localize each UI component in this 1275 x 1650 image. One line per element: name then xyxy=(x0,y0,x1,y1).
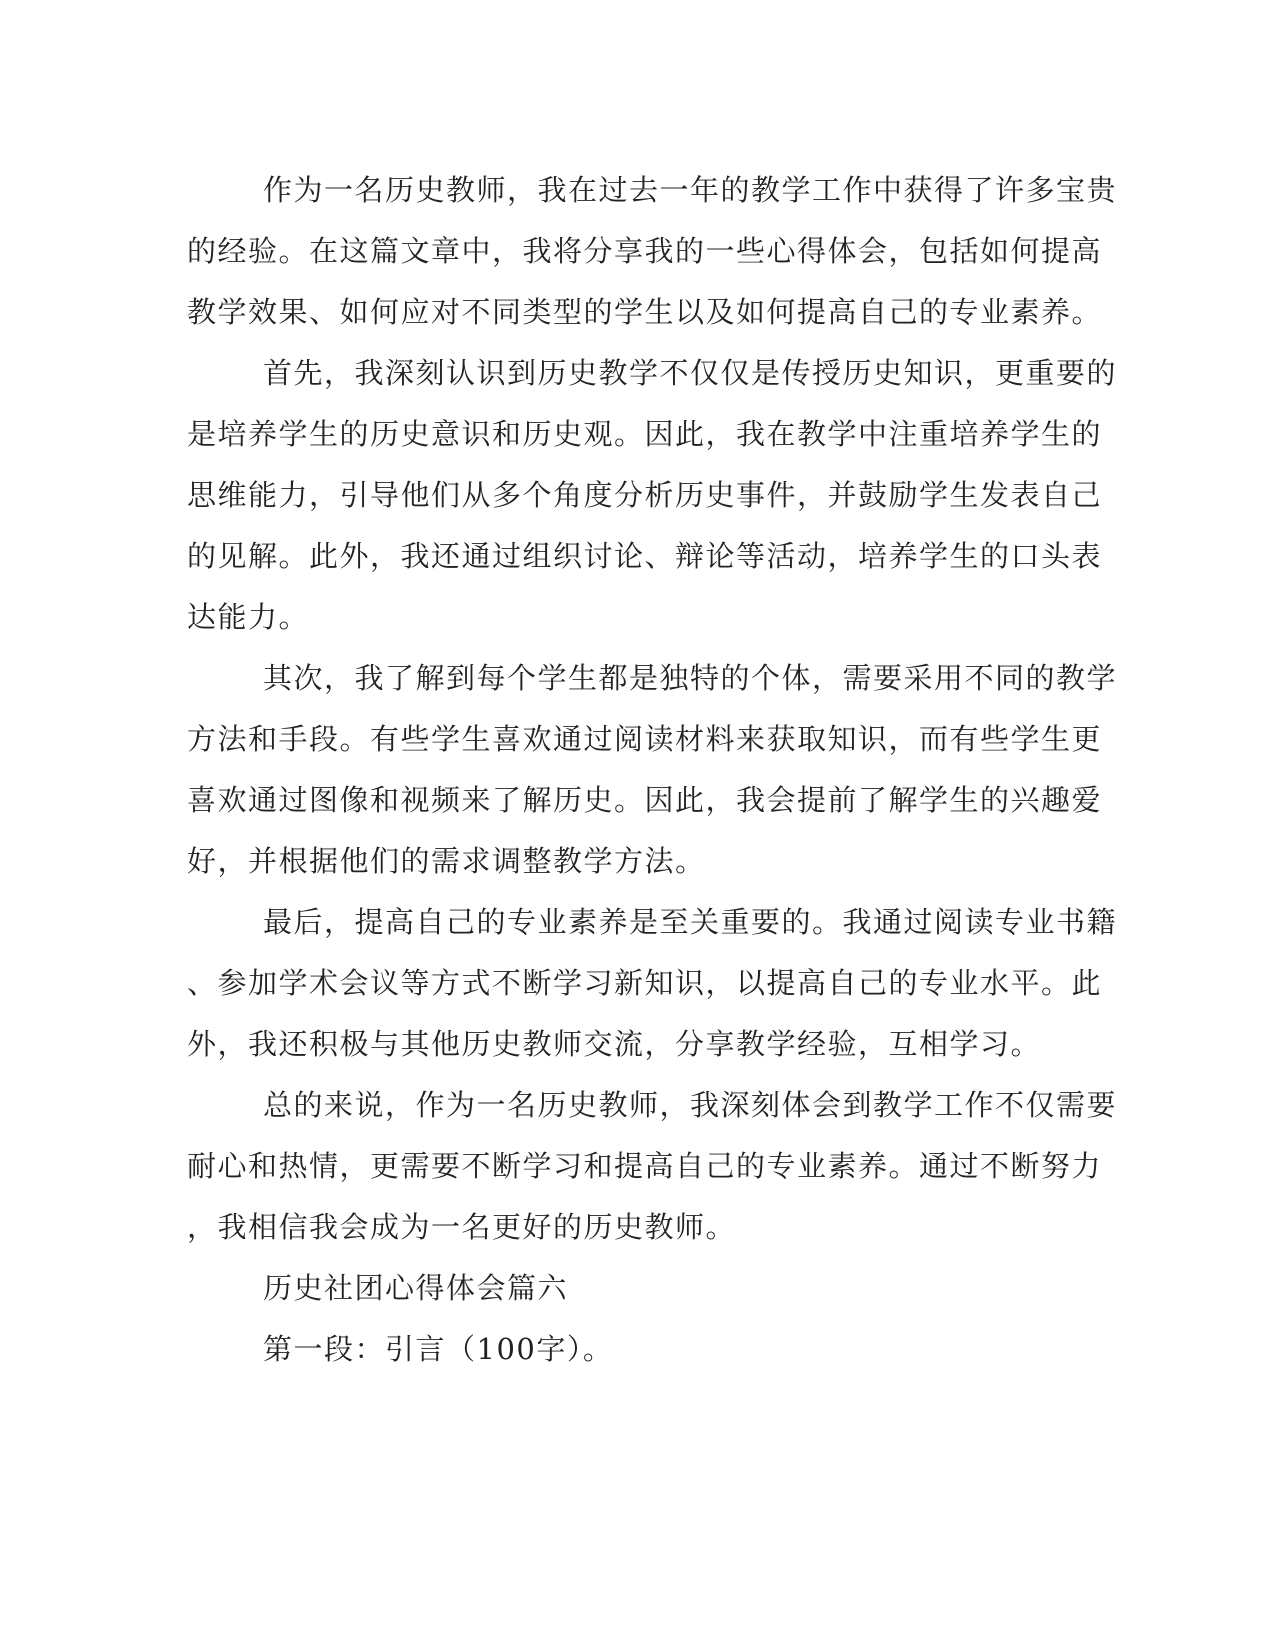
section-heading: 历史社团心得体会篇六 xyxy=(263,1271,569,1305)
text-line: 耐心和热情，更需要不断学习和提高自己的专业素养。通过不断努力 xyxy=(187,1149,1103,1183)
text-line: 的见解。此外，我还通过组织讨论、辩论等活动，培养学生的口头表 xyxy=(187,539,1103,573)
text-line: 、参加学术会议等方式不断学习新知识，以提高自己的专业水平。此 xyxy=(187,966,1103,1000)
text-line: 喜欢通过图像和视频来了解历史。因此，我会提前了解学生的兴趣爱 xyxy=(187,783,1103,817)
text-line: 外，我还积极与其他历史教师交流，分享教学经验，互相学习。 xyxy=(187,1027,1042,1061)
subsection-heading: 第一段：引言（100字）。 xyxy=(263,1332,614,1366)
text-line: 达能力。 xyxy=(187,600,310,634)
text-line: 的经验。在这篇文章中，我将分享我的一些心得体会，包括如何提高 xyxy=(187,234,1103,268)
text-line: 是培养学生的历史意识和历史观。因此，我在教学中注重培养学生的 xyxy=(187,417,1103,451)
document-body xyxy=(187,160,1118,1380)
text-line: 作为一名历史教师，我在过去一年的教学工作中获得了许多宝贵 xyxy=(263,173,1118,207)
text-line: 教学效果、如何应对不同类型的学生以及如何提高自己的专业素养。 xyxy=(187,295,1103,329)
text-line: 总的来说，作为一名历史教师，我深刻体会到教学工作不仅需要 xyxy=(263,1088,1118,1122)
text-line: 方法和手段。有些学生喜欢通过阅读材料来获取知识，而有些学生更 xyxy=(187,722,1103,756)
text-line: 最后，提高自己的专业素养是至关重要的。我通过阅读专业书籍 xyxy=(263,905,1118,939)
text-line: 其次，我了解到每个学生都是独特的个体，需要采用不同的教学 xyxy=(263,661,1118,695)
text-line: 思维能力，引导他们从多个角度分析历史事件，并鼓励学生发表自己 xyxy=(187,478,1103,512)
text-line: 首先，我深刻认识到历史教学不仅仅是传授历史知识，更重要的 xyxy=(263,356,1118,390)
text-line: ，我相信我会成为一名更好的历史教师。 xyxy=(187,1210,737,1244)
text-line: 好，并根据他们的需求调整教学方法。 xyxy=(187,844,706,878)
